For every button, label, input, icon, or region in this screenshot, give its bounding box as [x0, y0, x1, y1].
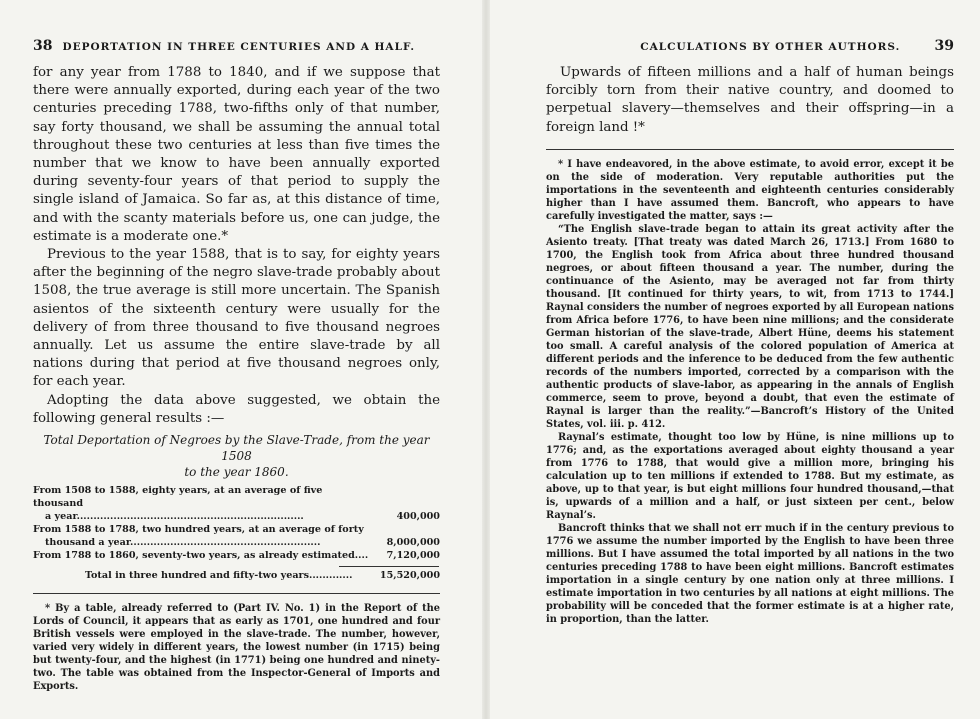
footnote-text: * I have endeavored, in the above estimate, to avoid error, except it be on the side of moderation. Very reputable authorities put the importations in the seventeenth and eighteenth centuries considerably higher than I have assumed them. Bancroft, who appears to have carefully investigated the matter, says :— — [546, 158, 954, 222]
paragraph: Adopting the data above suggested, we obtain the following general results :— — [33, 392, 440, 426]
footnote-text: Bancroft thinks that we shall not err much if in the century previous to 1776 we assume the number imported by the English to have been three millions. But I have assumed the total imported by all nations in the two centuries preceding 1788 to have been eight millions. Bancroft estimates importation in a single century by one nation only at three millions. I estimate importation in two centuries by all nations at eight millions. The probability will be conceded that the former estimate is at a higher rate, in proportion, than the latter. — [546, 522, 954, 625]
row-value: 7,120,000 — [386, 550, 440, 562]
row-description-cont: thousand a year......................................................... — [45, 537, 321, 549]
table-title-line: to the year 1860. — [184, 465, 289, 480]
total-value: 15,520,000 — [379, 570, 440, 582]
footnote-left — [33, 602, 440, 693]
paragraph: Previous to the year 1588, that is to say, for eighty years after the beginning of the negro slave-trade probably about 1508, the true average is still more uncertain. The Spanish asientos of the sixteenth century were usually for the delivery of from three thousand to five thousand negroes annually. Let us assume the entire slave-trade by all nations during that period at five thousand negroes only, for each year. — [33, 247, 440, 390]
deportation-table — [33, 484, 440, 583]
row-description-cont: a year.................................................................... — [45, 511, 304, 523]
book-gutter — [482, 0, 490, 719]
paragraph: for any year from 1788 to 1840, and if we suppose that there were annually exported, during each year of the two centuries preceding 1788, two-fifths only of that number, say forty thousand, we shall be assuming the annual total throughout these two centuries at less than five times the number that we know to have been annually exported during seventy-four years of that period to supply the single island of Jamaica. So far as, at this distance of time, and with the scanty materials before us, one can judge, the estimate is a moderate one.* — [33, 65, 440, 244]
total-rule — [339, 566, 439, 567]
running-head-left — [33, 38, 440, 54]
table-row — [33, 523, 440, 549]
running-title-left: DEPORTATION IN THREE CENTURIES AND A HALF. — [62, 41, 416, 53]
right-page — [490, 0, 980, 719]
table-title — [33, 432, 440, 480]
left-body-text — [33, 64, 440, 428]
table-total-row — [33, 569, 440, 583]
page-number-right: 39 — [934, 38, 954, 54]
running-title-right: CALCULATIONS BY OTHER AUTHORS. — [640, 41, 901, 53]
footnote-text: Raynal’s estimate, thought too low by Hüne, is nine millions up to 1776; and, as the exportations averaged about eighty thousand a year from 1776 to 1788, that would give a million more, bringing his calculation up to ten millions if extended to 1788. But my estimate, as above, up to that year, is but eight millions four hundred thousand,—that is, upwards of a million and a half, or just sixteen per cent., below Raynal’s. — [546, 431, 954, 521]
footnote-quote: “The English slave-trade began to attain its great activity after the Asiento treaty. [That treaty was dated March 26, 1713.] From 1680 to 1700, the English took from Africa about three hundred thousand negroes, or about fifteen thousand a year. The number, during the continuance of the Asiento, may be averaged not far from thirty thousand. [It continued for thirty years, to wit, from 1713 to 1744.] Raynal considers the number of negroes exported by all European nations from Africa before 1776, to have been nine millions; and the considerate German historian of the slave-trade, Albert Hüne, deems his statement too small. A careful analysis of the colored population of America at different periods and the inference to be deduced from the few authentic records of the numbers imported, corrected by a comparison with the authentic products of slave-labor, as appearing in the annals of English commerce, seem to prove, beyond a doubt, that even the estimate of Raynal is larger than the reality.”—Bancroft’s History of the United States, vol. iii. p. 412. — [546, 223, 954, 430]
row-value: 8,000,000 — [386, 537, 440, 549]
table-title-line: Total Deportation of Negroes by the Slave-Trade, from the year 1508 — [43, 433, 430, 464]
table-row — [33, 549, 440, 562]
footnote-right — [546, 158, 954, 626]
row-description: From 1508 to 1588, eighty years, at an average of five thousand — [33, 485, 323, 510]
running-head-right — [546, 38, 954, 54]
right-body-text — [546, 64, 954, 137]
footnote-rule — [546, 149, 954, 150]
row-description: From 1788 to 1860, seventy-two years, as already estimated.... — [33, 550, 369, 562]
page-number-left: 38 — [33, 38, 53, 54]
footnote-rule — [33, 593, 440, 594]
footnote-text: * By a table, already referred to (Part IV. No. 1) in the Report of the Lords of Council, it appears that as early as 1701, one hundred and four British vessels were employed in the slave-trade. The number, however, varied very widely in different years, the lowest number (in 1715) being but twenty-four, and the highest (in 1771) being one hundred and ninety-two. The table was obtained from the Inspector-General of Imports and Exports. — [33, 603, 440, 693]
row-description: From 1588 to 1788, two hundred years, at an average of forty — [33, 524, 364, 536]
table-row — [33, 484, 440, 523]
total-label: Total in three hundred and fifty-two years............. — [85, 570, 353, 582]
paragraph: Upwards of fifteen millions and a half of human beings forcibly torn from their native country, and doomed to perpetual slavery—themselves and their offspring—in a foreign land !* — [546, 65, 954, 135]
left-page — [0, 0, 480, 719]
row-value: 400,000 — [396, 511, 440, 523]
